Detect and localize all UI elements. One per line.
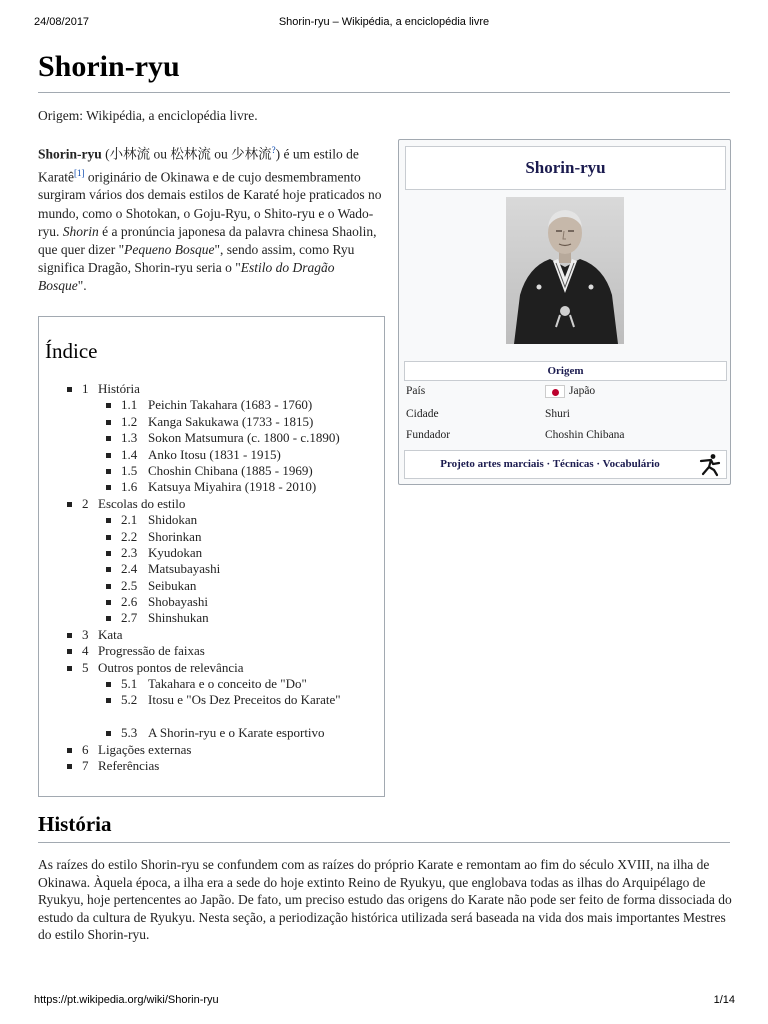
toc-number: 3 [82, 626, 89, 642]
toc-item[interactable] [39, 561, 384, 577]
lead-shorin: Shorin [62, 223, 99, 239]
bullet-icon [106, 518, 111, 523]
toc-number: 5.3 [121, 725, 138, 741]
toc-number: 2.6 [121, 594, 138, 610]
bullet-icon [106, 600, 111, 605]
toc-link[interactable]: Kanga Sakukawa (1733 - 1815) [148, 413, 314, 429]
toc-number: 4 [82, 643, 89, 659]
toc-number: 2 [82, 495, 89, 511]
toc-link[interactable]: Shinshukan [148, 610, 209, 626]
kanji-3: 少林流 [231, 146, 272, 162]
toc-item[interactable] [39, 447, 384, 463]
toc-item[interactable] [39, 660, 384, 676]
infobox-link-japan[interactable]: Japão [569, 385, 596, 398]
toc-item[interactable] [39, 381, 384, 397]
toc-item[interactable] [39, 742, 384, 758]
lead-text: ", sendo assim, como Ryu significa Dragão, Shorin-ryu seria o " [38, 242, 355, 276]
bullet-icon [106, 551, 111, 556]
print-footer [0, 994, 768, 1008]
bullet-icon [106, 731, 111, 736]
lead-text: é a pronúncia japonesa da palavra chinesa Shaolin, que quer dizer " [38, 223, 377, 258]
lead-estilo: Estilo do Dragão Bosque [38, 260, 335, 294]
toc-number: 1.4 [121, 446, 138, 462]
toc-link[interactable]: Choshin Chibana (1885 - 1969) [148, 462, 313, 478]
bullet-icon [67, 502, 72, 507]
kanji-2: 松林流 [170, 146, 211, 162]
toc-link[interactable]: Sokon Matsumura (c. 1800 - c.1890) [148, 430, 340, 446]
print-title: Shorin-ryu – Wikipédia, a enciclopédia livre [278, 16, 490, 28]
toc-link[interactable]: Matsubayashi [148, 561, 221, 577]
bullet-icon [106, 436, 111, 441]
toc-item[interactable] [39, 594, 384, 610]
toc-item[interactable] [39, 479, 384, 495]
toc-number: 2.5 [121, 577, 138, 593]
bullet-icon [106, 682, 111, 687]
toc-link[interactable]: Shorinkan [148, 528, 202, 544]
section-paragraph: As raízes do estilo Shorin-ryu se confundem com as raízes do próprio Karate e remontam ao fim do século XVIII, na ilha de Okinawa. Àquela época, a ilha era a sede do hoje extinto Reino de Ryukyu, que englobava todas as ilhas do Arquipélago de Ryukyu, hoje pertencentes ao Japão. De fato, um preciso estudo das origens do Karate não pode ser feito de forma dissociada do estudo da cultura de Ryukyu. Nesta seção, a periodização histórica utilizada será baseada na vida dos mais importantes Mestres do estilo Shorin-ryu. [38, 857, 732, 942]
bullet-icon [67, 387, 72, 392]
toc-number: 1 [82, 381, 89, 396]
toc-item[interactable] [39, 430, 384, 446]
toc-number: 1.6 [121, 479, 138, 495]
toc-link[interactable]: Peichin Takahara (1683 - 1760) [148, 397, 313, 413]
reference-link[interactable]: [1] [73, 167, 85, 178]
lead-text: ( [101, 146, 110, 162]
portrait-photo[interactable] [506, 197, 624, 344]
nav-tecnicas-link[interactable]: Técnicas [552, 458, 594, 470]
infobox-value[interactable]: Choshin Chibana [545, 429, 625, 441]
toc-link[interactable]: Kyudokan [148, 544, 203, 560]
toc-link[interactable]: Progressão de faixas [98, 643, 205, 659]
toc-number: 5 [82, 659, 89, 675]
bullet-icon [106, 485, 111, 490]
toc-item[interactable] [39, 496, 384, 512]
toc-item[interactable] [39, 643, 384, 659]
table-of-contents [38, 316, 385, 797]
toc-list [39, 381, 384, 774]
page-title: Shorin-ryu [38, 50, 180, 83]
toc-number: 1.2 [121, 413, 138, 429]
bullet-icon [106, 535, 111, 540]
toc-link[interactable]: A Shorin-ryu e o Karate esportivo [148, 725, 325, 741]
infobox-row-country [406, 385, 726, 403]
section-divider [38, 842, 730, 843]
toc-item[interactable] [39, 578, 384, 594]
print-header [0, 16, 768, 30]
toc-link[interactable]: Itosu e "Os Dez Preceitos do Karate" [148, 692, 341, 708]
toc-number: 2.2 [121, 528, 138, 544]
origin-line: Origem: Wikipédia, a enciclopédia livre. [38, 108, 258, 123]
toc-link[interactable]: Ligações externas [98, 741, 192, 757]
toc-item[interactable] [39, 610, 384, 626]
infobox-value[interactable]: Shuri [545, 408, 570, 420]
bullet-icon [106, 616, 111, 621]
bullet-icon [106, 420, 111, 425]
toc-link[interactable]: Outros pontos de relevância [98, 659, 244, 675]
toc-link[interactable]: Shidokan [148, 512, 198, 528]
toc-number: 2.4 [121, 561, 138, 577]
toc-item[interactable] [39, 692, 384, 725]
lead-text: ". [77, 278, 87, 294]
bullet-icon [67, 633, 72, 638]
lead-text: ou [150, 146, 171, 162]
toc-number: 6 [82, 741, 89, 757]
toc-item[interactable] [39, 463, 384, 479]
toc-number: 1.3 [121, 430, 138, 446]
nav-vocabulario-link[interactable]: Vocabulário [602, 458, 660, 470]
print-page-number: 1/14 [713, 994, 735, 1006]
toc-number: 5.1 [121, 676, 138, 692]
bullet-icon [106, 403, 111, 408]
toc-item[interactable] [39, 414, 384, 430]
toc-link[interactable]: Kata [98, 626, 123, 642]
toc-link[interactable]: Escolas do estilo [98, 495, 186, 511]
infobox-key: Cidade [406, 408, 439, 420]
toc-number: 2.7 [121, 610, 138, 626]
bullet-icon [106, 584, 111, 589]
toc-link[interactable]: Anko Itosu (1831 - 1915) [148, 446, 281, 462]
infobox-value [545, 385, 595, 398]
toc-item[interactable] [39, 627, 384, 643]
print-date: 24/08/2017 [34, 16, 90, 28]
toc-item[interactable] [39, 758, 384, 774]
pronunciation-help-link[interactable]: ? [271, 145, 276, 155]
toc-number: 2.3 [121, 544, 138, 560]
infobox-title: Shorin-ryu [405, 146, 726, 190]
toc-link[interactable]: Katsuya Miyahira (1918 - 2010) [148, 479, 317, 495]
title-divider [38, 92, 730, 93]
japan-flag-icon [545, 385, 565, 398]
toc-number: 1.5 [121, 462, 138, 478]
bullet-icon [106, 698, 111, 703]
infobox [398, 139, 731, 485]
toc-number: 7 [82, 758, 89, 773]
toc-link[interactable]: História [98, 381, 140, 396]
nav-separator: · [593, 458, 603, 470]
infobox-navbar [404, 450, 727, 479]
toc-item[interactable] [39, 725, 384, 741]
nav-projeto-link[interactable]: Projeto artes marciais [440, 458, 544, 470]
bullet-icon [67, 649, 72, 654]
toc-link[interactable]: Shobayashi [148, 594, 208, 610]
nav-separator: · [543, 458, 553, 470]
section-heading-historia: História [38, 812, 112, 836]
lead-pequeno-bosque: Pequeno Bosque [124, 242, 215, 258]
toc-link[interactable]: Takahara e o conceito de "Do" [148, 676, 307, 692]
bullet-icon [67, 666, 72, 671]
bullet-icon [106, 567, 111, 572]
infobox-key: País [406, 385, 426, 397]
toc-item[interactable] [39, 529, 384, 545]
toc-number: 2.1 [121, 512, 138, 528]
toc-link[interactable]: Seibukan [148, 577, 197, 593]
infobox-key: Fundador [406, 429, 451, 441]
toc-number: 1.1 [121, 397, 138, 413]
toc-item[interactable] [39, 512, 384, 528]
toc-link[interactable]: Referências [98, 758, 160, 773]
lead-text: ) é um estilo de Karatê [38, 146, 359, 185]
lead-term: Shorin-ryu [38, 146, 102, 162]
bullet-icon [67, 764, 72, 769]
lead-text: originário de Okinawa e de cujo desmembramento surgiram vários dos demais estilos de Karaté hoje praticados no mundo, como o Shotokan, o Goju-Ryu, o Shito-ryu e o Wado-ryu. [38, 169, 382, 239]
toc-item[interactable] [39, 676, 384, 692]
infobox-row-founder [406, 429, 726, 447]
print-url: https://pt.wikipedia.org/wiki/Shorin-ryu [34, 994, 219, 1006]
lead-text: ou [210, 146, 232, 162]
toc-item[interactable] [39, 545, 384, 561]
infobox-subheader: Origem [404, 361, 727, 381]
infobox-row-city [406, 408, 726, 426]
bullet-icon [67, 748, 72, 753]
kanji-1: 小林流 [109, 146, 151, 162]
bullet-icon [106, 453, 111, 458]
toc-number: 5.2 [121, 692, 138, 708]
lead-paragraph [38, 141, 386, 296]
toc-heading: Índice [45, 339, 98, 363]
bullet-icon [106, 469, 111, 474]
toc-item[interactable] [39, 397, 384, 413]
martial-arts-icon[interactable] [698, 453, 722, 480]
